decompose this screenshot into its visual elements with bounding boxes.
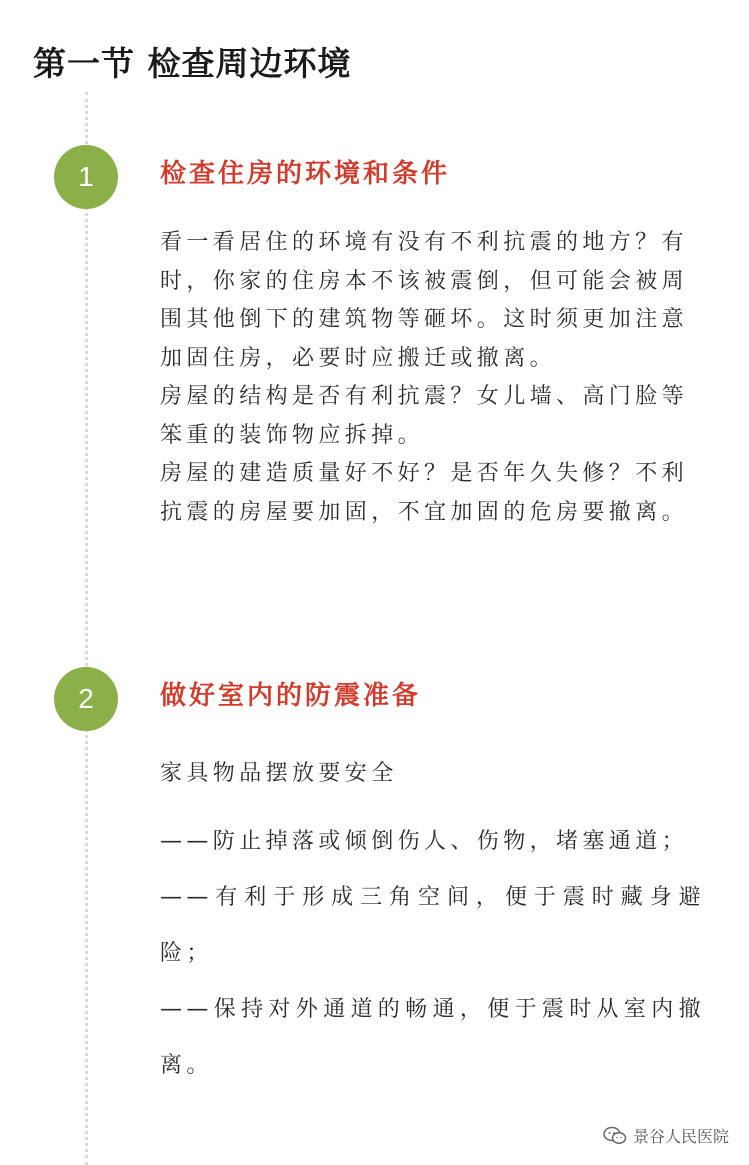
section-title: 第一节 检查周边环境 [33,44,352,83]
step-1-paragraph: 看一看居住的环境有没有不利抗震的地方？有时，你家的住房本不该被震倒，但可能会被周围其他倒下的建筑物等砸坏。这时须更加注意加固住房，必要时应搬迁或撤离。 [160,230,689,371]
step-2-number-badge: 2 [54,667,118,731]
step-1-heading: 检查住房的环境和条件 [160,159,451,189]
timeline-dotted-line [85,92,88,1165]
step-1-paragraph: 房屋的结构是否有利抗震？女儿墙、高门脸等笨重的装饰物应拆掉。 [160,384,689,448]
wechat-icon [603,1126,627,1146]
step-2-body [160,755,705,1094]
watermark-text: 景谷人民医院 [632,1127,729,1146]
watermark [603,1124,729,1147]
step-1-number-badge: 1 [54,145,118,209]
step-1-body [160,224,705,532]
list-item: ——保持对外通道的畅通，便于震时从室内撤离。 [160,997,705,1078]
step-2-intro: 家具物品摆放要安全 [160,761,398,786]
list-item: ——有利于形成三角空间，便于震时藏身避险； [160,885,705,966]
step-2-heading: 做好室内的防震准备 [160,681,422,711]
list-item: ——防止掉落或倾倒伤人、伤物，堵塞通道； [160,829,689,854]
step-1-paragraph: 房屋的建造质量好不好？是否年久失修？不利抗震的房屋要加固，不宜加固的危房要撤离。 [160,461,689,525]
